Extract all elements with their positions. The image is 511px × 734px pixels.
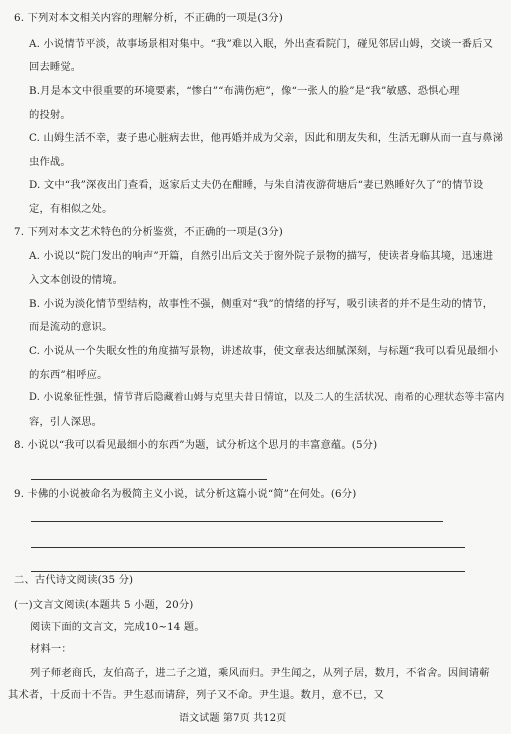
- q7-option-d-cont: 容，引人深思。: [29, 416, 103, 428]
- q9-answer-line-1[interactable]: [31, 521, 443, 522]
- q6-option-c-cont: 虫作战。: [29, 156, 71, 168]
- q6-option-d-cont: 定，有相似之处。: [29, 203, 113, 215]
- q9-answer-line-3[interactable]: [31, 571, 465, 572]
- material-label: 材料一：: [30, 643, 72, 655]
- q6-stem: 6. 下列对本文相关内容的理解分析，不正确的一项是(3分): [14, 12, 283, 24]
- q7-stem: 7. 下列对本文艺术特色的分析鉴赏，不正确的一项是(3分): [14, 226, 283, 238]
- q6-option-b: B.月是本文中很重要的环境要素，“惨白”“布满伤疤”，像“一张人的脸”是“我”敏感、恐惧心理: [29, 85, 460, 97]
- q9-stem: 9. 卡佛的小说被命名为极简主义小说，试分析这篇小说“简”在何处。(6分): [14, 488, 357, 500]
- q8-stem: 8. 小说以“我可以看见最细小的东西”为题，试分析这个思月的丰富意蕴。(5分): [14, 439, 378, 451]
- reading-instruction: 阅读下面的文言文，完成10~14 题。: [30, 621, 205, 633]
- q6-option-c: C. 山姆生活不幸，妻子患心脏病去世，他再婚并成为父亲，因此和朋友失和，生活无聊从而一直与鼻涕: [29, 132, 504, 144]
- section-heading: 二、古代诗文阅读(35 分): [14, 574, 134, 586]
- classical-text-line-2: 其术者，十反而十不告。尹生怼而请辞，列子又不命。尹生退。数月，意不已，又: [8, 689, 385, 701]
- subsection-heading: (一)文言文阅读(本题共 5 小题，20分): [14, 599, 194, 611]
- q6-option-a-cont: 回去睡觉。: [29, 61, 82, 73]
- q8-answer-line[interactable]: [31, 479, 267, 480]
- page-footer: 语文试题 第7页 共12页: [179, 713, 287, 724]
- q7-option-c-cont: 的东西”相呼应。: [29, 369, 108, 381]
- q6-option-d: D. 文中“我”深夜出门查看，返家后丈夫仍在酣睡，与朱自清夜游荷塘后“妻已熟睡好久了”的情节设: [29, 179, 484, 191]
- q7-option-d: D. 小说象征性强，情节背后隐藏着山姆与克里夫昔日情谊，以及二人的生活状况、南希的心理状态等丰富内: [29, 392, 505, 403]
- q9-answer-line-2[interactable]: [31, 547, 465, 548]
- classical-text-line-1: 列子师老商氏，友伯高子，进二子之道，乘风而归。尹生闻之，从列子居，数月，不省舍。因间请蕲: [30, 667, 490, 679]
- q6-option-a: A. 小说情节平淡，故事场景相对集中。“我”难以入眠，外出查看院门，碰见邻居山姆，交谈一番后又: [29, 38, 494, 50]
- q7-option-a-cont: 入文本创设的情境。: [29, 274, 124, 286]
- q7-option-b: B. 小说为淡化情节型结构，故事性不强，侧重对“我”的情绪的抒写，吸引读者的并不是生动的情节，: [29, 298, 494, 310]
- q6-option-b-cont: 的投射。: [29, 109, 71, 121]
- q7-option-a: A. 小说以“院门发出的响声”开篇，自然引出后文关于窗外院子景物的描写，使读者身临其境，迅速进: [29, 250, 494, 262]
- q7-option-b-cont: 而是流动的意识。: [29, 321, 113, 333]
- q7-option-c: C. 小说从一个失眠女性的角度描写景物，讲述故事，使文章表达细腻深刻，与标题“我可以看见最细小: [29, 345, 499, 357]
